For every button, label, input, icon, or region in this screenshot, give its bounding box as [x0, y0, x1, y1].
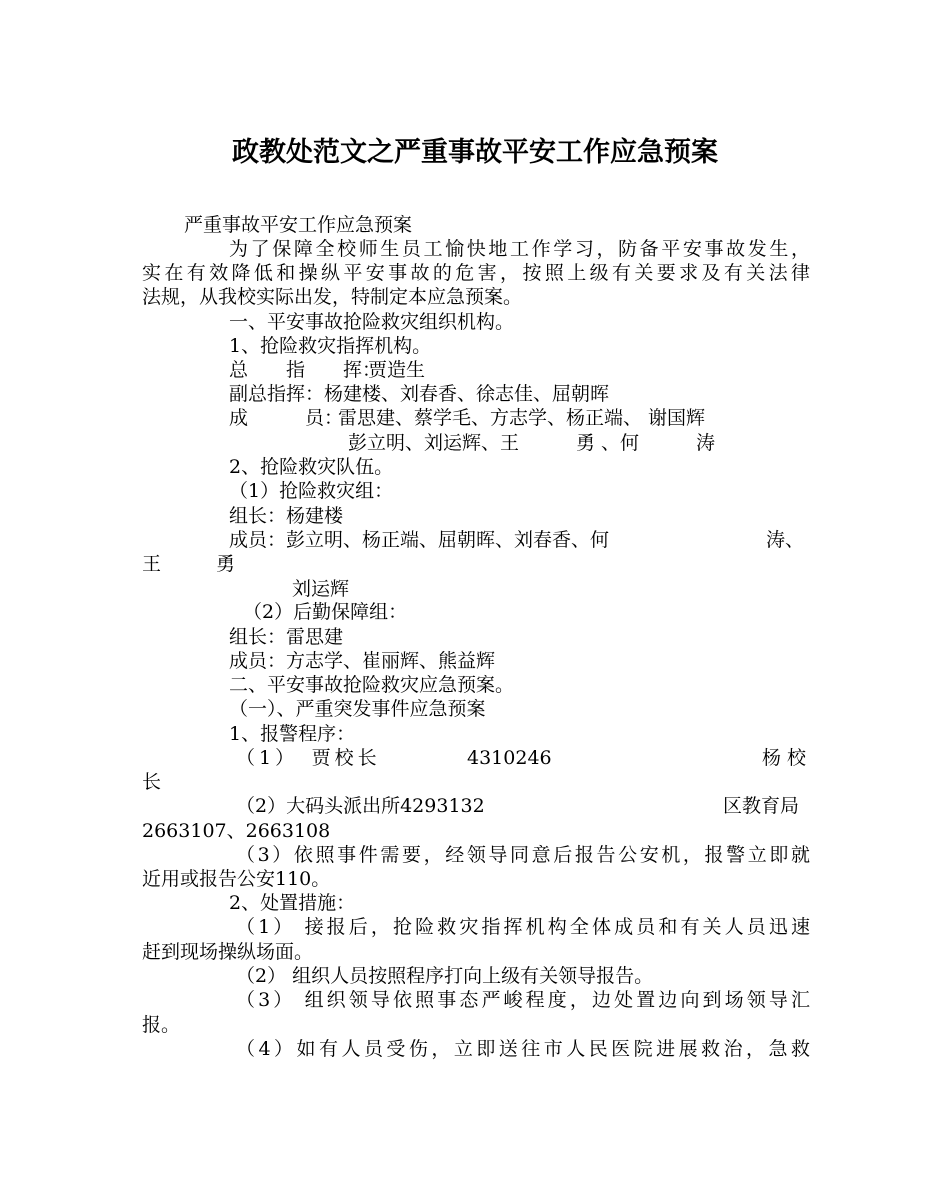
subsection-heading: （一）、严重突发事件应急预案: [229, 698, 486, 720]
group-members: 成员：彭立明、杨正端、屈朝晖、刘春香、何: [229, 529, 610, 551]
document-title: 政教处范文之严重事故平安工作应急预案: [232, 137, 718, 168]
vice-commander-line: 副总指挥：杨建楼、刘春香、徐志佳、屈朝晖: [229, 383, 610, 405]
intro-line: 实在有效降低和操纵平安事故的危害，按照上级有关要求及有关法律: [142, 262, 810, 284]
intro-line: 法规，从我校实际出发，特制定本应急预案。: [142, 286, 523, 308]
subsection-heading: 2、处置措施：: [229, 892, 356, 914]
group-leader: 组长：雷思建: [229, 626, 344, 648]
group-heading: （1）抢险救灾组：: [229, 480, 394, 502]
contact-phone: 4310246: [467, 747, 552, 769]
body-line: 报。: [142, 1014, 181, 1036]
group-members: 成员：方志学、崔丽辉、熊益辉: [229, 650, 496, 672]
body-line: （2） 组织人员按照程序打向上级有关领导报告。: [236, 965, 654, 987]
subsection-heading: 2、抢险救灾队伍。: [229, 456, 394, 478]
group-members-cont: 刘运辉: [292, 578, 350, 600]
contact-line: 区教育局: [723, 795, 800, 817]
members-label: 成 员：: [229, 407, 344, 429]
contact-line: （2）大码头派出所4293132: [236, 795, 485, 817]
group-members-cont: 勇: [216, 553, 236, 575]
group-members-cont: 王: [142, 553, 162, 575]
body-line: 近用或报告公安110。: [142, 868, 331, 890]
group-leader: 组长：杨建楼: [229, 505, 344, 527]
subsection-heading: 1、抢险救灾指挥机构。: [229, 335, 432, 357]
contact-line-cont: 长: [142, 771, 162, 793]
subtitle-line: 严重事故平安工作应急预案: [184, 214, 413, 236]
commander-name: 贾造生: [368, 359, 426, 381]
group-members-end: 涛、: [766, 529, 805, 551]
section-heading: 二、平安事故抢险救灾应急预案。: [229, 674, 515, 696]
contact-line: 杨校: [762, 747, 813, 769]
commander-label: 总 指 挥：: [229, 359, 382, 381]
subsection-heading: 1、报警程序：: [229, 723, 356, 745]
members-names: 雷思建、蔡学毛、方志学、杨正端、 谢国辉: [338, 407, 706, 429]
members-names-cont: 彭立明、刘运辉、王 勇 、何 涛: [348, 432, 716, 454]
body-line: （3） 组织领导依照事态严峻程度，边处置边向到场领导汇: [236, 989, 810, 1011]
body-line: （1） 接报后，抢险救灾指挥机构全体成员和有关人员迅速: [236, 916, 810, 938]
body-line: （3）依照事件需要，经领导同意后报告公安机，报警立即就: [236, 844, 810, 866]
contact-line: （1） 贾校长: [236, 747, 381, 769]
body-line: 赶到现场操纵场面。: [142, 941, 314, 963]
intro-line: 为了保障全校师生员工愉快地工作学习，防备平安事故发生，: [229, 238, 810, 260]
section-heading: 一、平安事故抢险救灾组织机构。: [229, 311, 515, 333]
body-line: （4）如有人员受伤，立即送往市人民医院进展救治，急救: [236, 1038, 810, 1060]
group-heading: （2）后勤保障组：: [243, 601, 408, 623]
contact-phone: 2663107、2663108: [142, 820, 331, 842]
